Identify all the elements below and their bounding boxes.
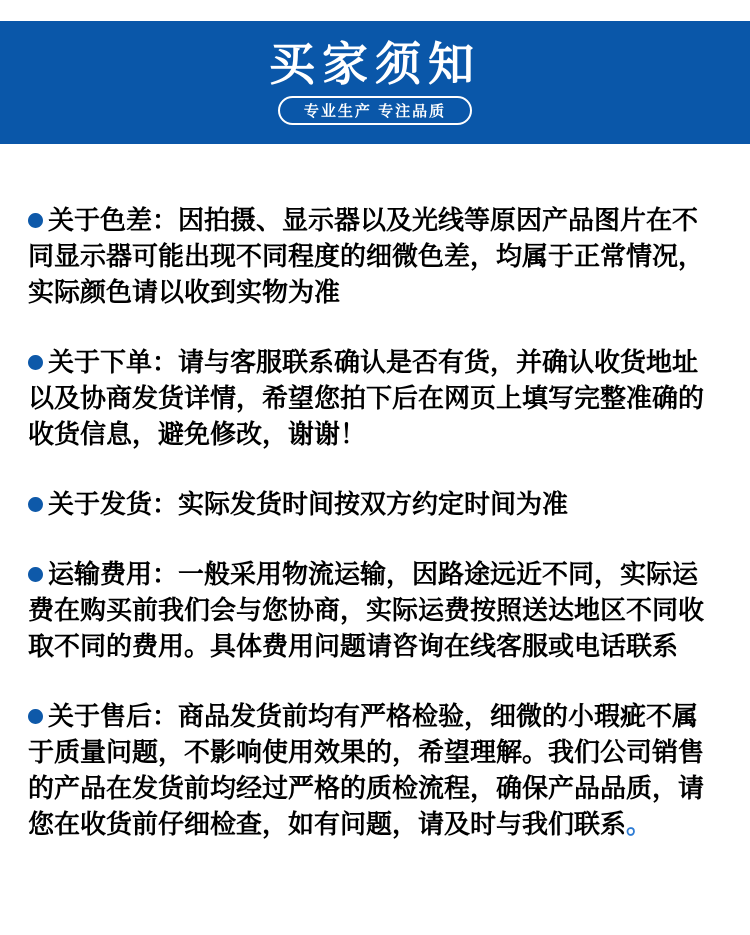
bullet-dot-icon <box>28 567 43 582</box>
notice-list <box>0 144 750 842</box>
notice-item-freight-cost <box>28 556 723 664</box>
bullet-dot-icon <box>28 709 43 724</box>
notice-text: 关于下单：请与客服联系确认是否有货，并确认收货地址以及协商发货详情，希望您拍下后在网页上填写完整准确的收货信息，避免修改，谢谢！ <box>28 347 705 449</box>
page-title: 买家须知 <box>269 38 481 90</box>
notice-text: 关于售后：商品发货前均有严格检验，细微的小瑕疵不属于质量问题，不影响使用效果的，希望理解。我们公司销售的产品在发货前均经过严格的质检流程，确保产品品质，请您在收货前仔细检查，如有问题，请及时与我们联系 <box>28 701 705 839</box>
notice-text: 关于色差：因拍摄、显示器以及光线等原因产品图片在不同显示器可能出现不同程度的细微色差，均属于正常情况，实际颜色请以收到实物为准 <box>28 205 705 307</box>
header-banner <box>0 21 750 144</box>
notice-item-shipping-time <box>28 486 723 522</box>
notice-text: 运输费用：一般采用物流运输，因路途远近不同，实际运费在购买前我们会与您协商，实际运费按照送达地区不同收取不同的费用。具体费用问题请咨询在线客服或电话联系 <box>28 559 705 661</box>
notice-text: 关于发货：实际发货时间按双方约定时间为准 <box>48 489 569 519</box>
bullet-dot-icon <box>28 497 43 512</box>
bullet-dot-icon <box>28 355 43 370</box>
tagline-pill <box>278 96 472 125</box>
notice-suffix: 。 <box>626 809 653 839</box>
tagline-text: 专业生产 专注品质 <box>303 103 447 120</box>
notice-item-color-difference <box>28 202 723 310</box>
bullet-dot-icon <box>28 213 43 228</box>
notice-item-ordering <box>28 344 723 452</box>
notice-item-after-sales <box>28 698 723 842</box>
